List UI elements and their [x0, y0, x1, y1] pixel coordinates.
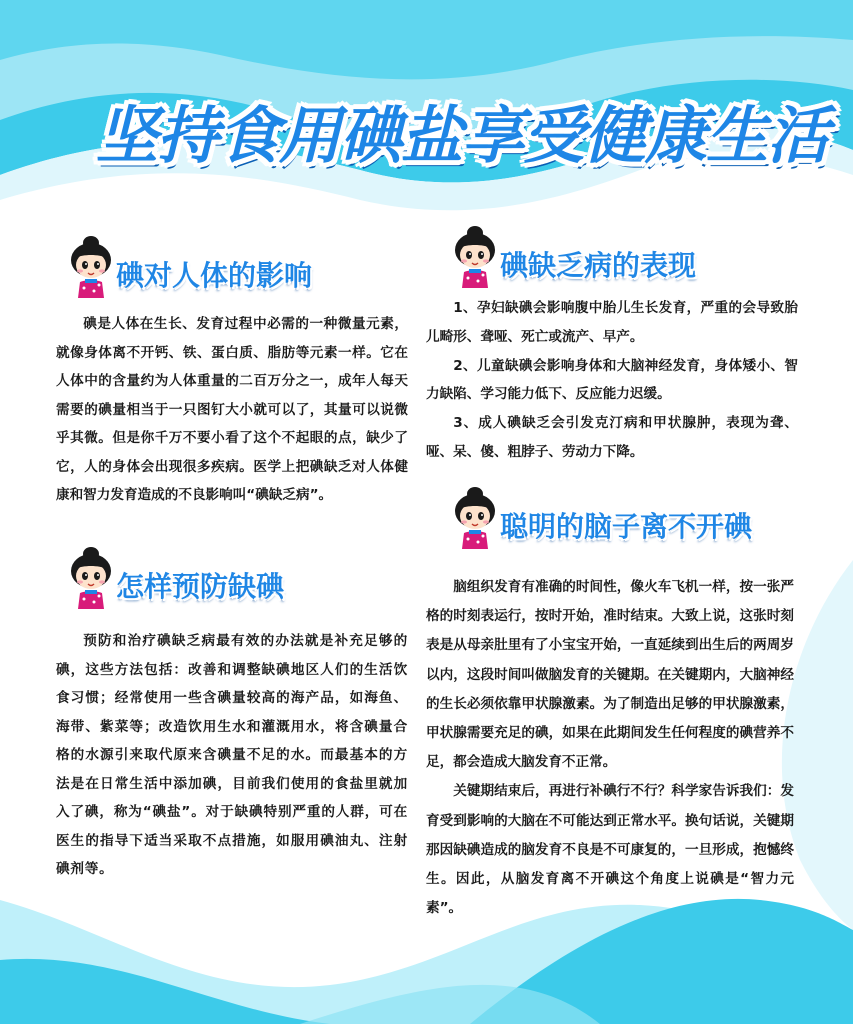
section-header: [448, 485, 798, 549]
paragraph: 预防和治疗碘缺乏病最有效的办法就是补充足够的碘，这些方法包括：改善和调整缺碘地区人们的生活饮食习惯；经常使用一些含碘量较高的海产品，如海鱼、海带、紫菜等；改造饮用生水和灌溉用水，将含碘量合格的水源引来取代原来含碘量不足的水。而最基本的方法是在日常生活中添加碘，目前我们使用的食盐里就加入了碘，称为“碘盐”。对于缺碘特别严重的人群，可在医生的指导下适当采取不点措施，如服用碘油丸、注射碘剂等。: [56, 633, 408, 877]
section-header: [448, 224, 798, 288]
paragraph: 2、儿童缺碘会影响身体和大脑神经发育，身体矮小、智力缺陷、学习能力低下、反应能力迟缓。: [426, 357, 798, 403]
section-heading: 碘缺乏病的表现: [500, 249, 697, 282]
title-part-2: 享受健康生活: [462, 99, 829, 172]
section-prevent-deficiency: [56, 545, 414, 884]
section-brain-needs-iodine: [426, 485, 798, 923]
paragraph: 关键期结束后，再进行补碘行不行？科学家告诉我们：发育受到影响的大脑在不可能达到正常水平。换句话说，关键期那因缺碘造成的脑发育不良是不可康复的，一旦形成，抱憾终生。因此，从脑发育离不开碘这个角度上说碘是“智力元素”。: [426, 783, 794, 917]
cartoon-girl-icon: [448, 485, 502, 549]
cartoon-girl-icon: [64, 545, 118, 609]
paragraph: 3、成人碘缺乏会引发克汀病和甲状腺肿，表现为聋、哑、呆、傻、粗脖子、劳动力下降。: [426, 415, 798, 460]
cartoon-girl-icon: [64, 234, 118, 298]
section-iodine-effect: [56, 234, 414, 510]
section-heading: 碘对人体的影响: [116, 259, 313, 292]
paragraph: 脑组织发育有准确的时间性，像火车飞机一样，按一张严格的时刻表运行，按时开始，准时结束。大致上说，这张时刻表是从母亲肚里有了小宝宝开始，一直延续到出生后的两周岁以内，这段时间叫做脑发育的关键期。在关键期内，大脑神经的生长必须依靠甲状腺激素。为了制造出足够的甲状腺激素，甲状腺需要充足的碘，如果在此期间发生任何程度的碘营养不足，都会造成大脑发育不正常。: [426, 579, 794, 771]
section-heading: 聪明的脑子离不开碘: [500, 510, 753, 543]
section-body: [56, 627, 408, 884]
section-deficiency-symptoms: [426, 224, 798, 467]
section-body: [426, 573, 794, 923]
section-header: [64, 545, 414, 609]
section-body: [56, 310, 408, 510]
section-header: [64, 234, 414, 298]
section-body: [426, 294, 798, 467]
section-heading: 怎样预防缺碘: [116, 570, 285, 603]
paragraph: 1、孕妇缺碘会影响腹中胎儿生长发育，严重的会导致胎儿畸形、聋哑、死亡或流产、早产。: [426, 300, 798, 345]
cartoon-girl-icon: [448, 224, 502, 288]
title-part-1: 坚持食用碘盐: [96, 99, 463, 172]
paragraph: 碘是人体在生长、发育过程中必需的一种微量元素，就像身体离不开钙、铁、蛋白质、脂肪等元素一样。它在人体中的含量约为人体重量的二百万分之一，成年人每天需要的碘量相当于一只图钉大小就可以了，其量可以说微乎其微。但是你千万不要小看了这个不起眼的点，缺少了它，人的身体会出现很多疾病。医学上把碘缺乏对人体健康和智力发育造成的不良影响叫“碘缺乏病”。: [56, 316, 408, 503]
